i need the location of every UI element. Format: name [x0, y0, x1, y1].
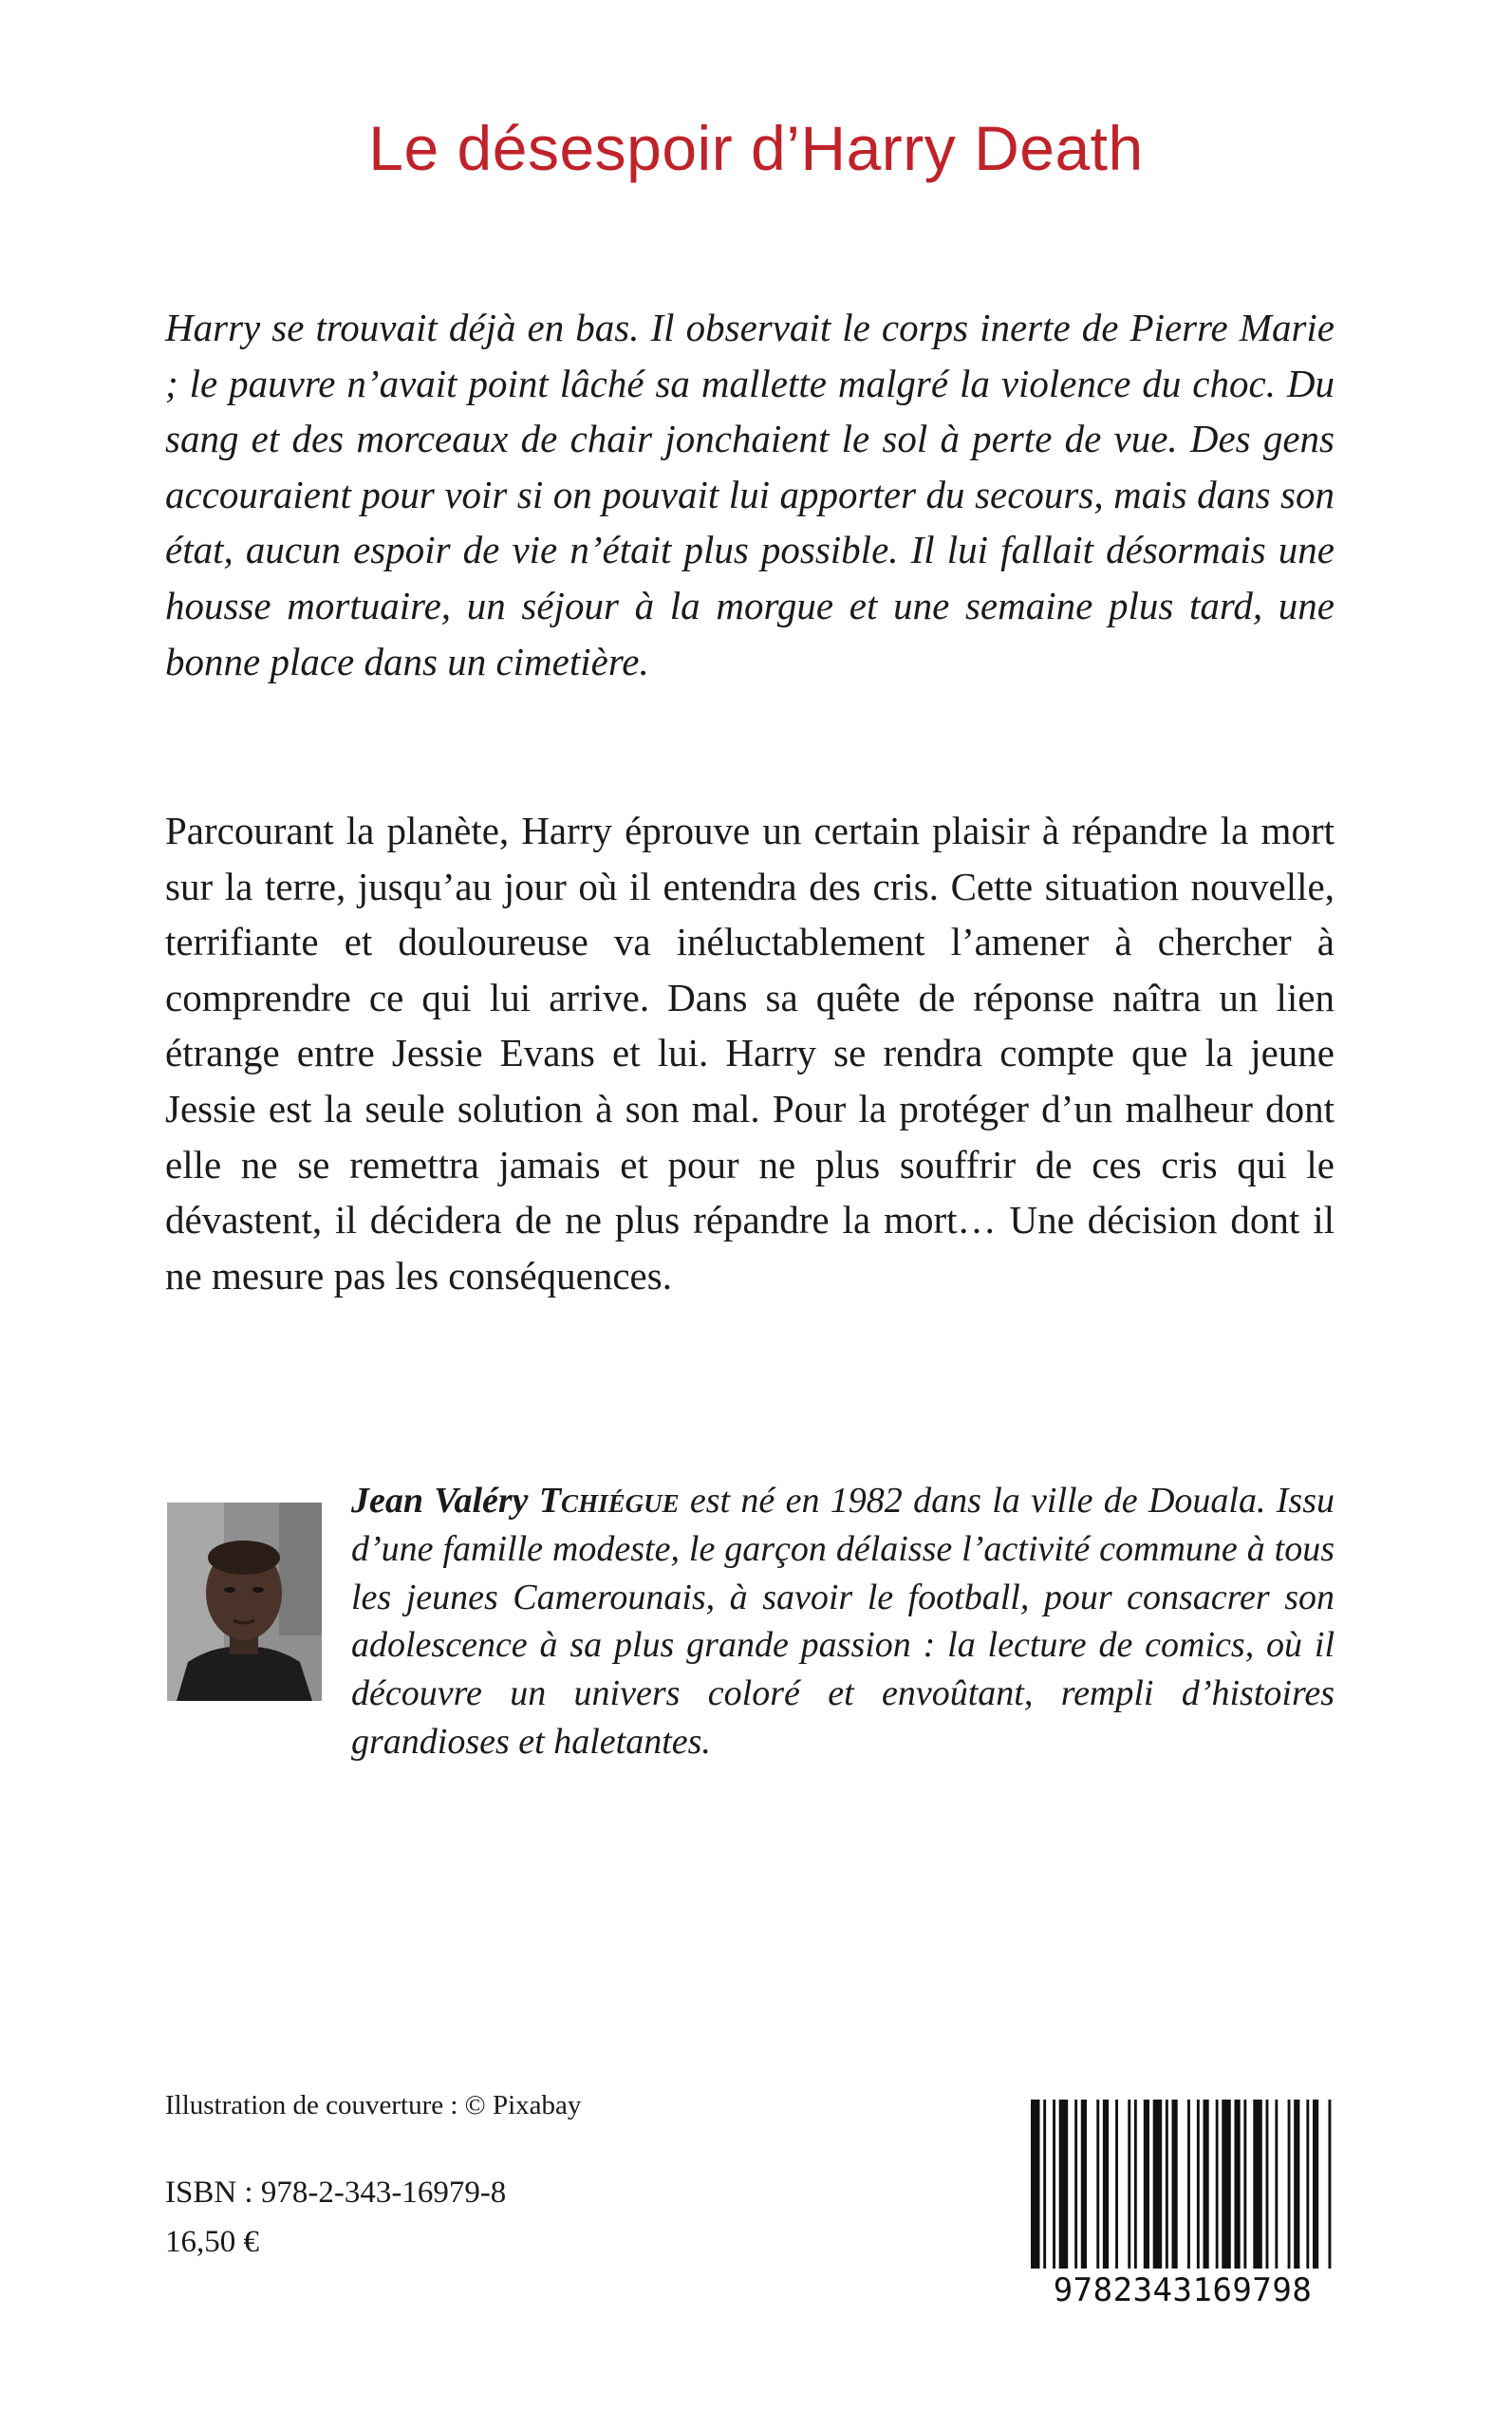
- barcode-bar: [1187, 2100, 1190, 2269]
- barcode-bar: [1243, 2100, 1246, 2269]
- author-bio-text: est né en 1982 dans la ville de Douala. Issu d’une famille modeste, le garçon délaisse l’activité commune à tous les jeunes Camerounais, à savoir le football, pour consacrer son adolescence à sa plus grande passion : la lecture de comics, où il découvre un univers coloré et envoûtant, rempli d’histoires grandioses et haletantes.: [351, 1481, 1335, 1762]
- barcode-bar: [1197, 2100, 1200, 2269]
- author-bio: [351, 1477, 1335, 1766]
- barcode-bar: [1172, 2100, 1178, 2269]
- barcode-bar: [1074, 2100, 1077, 2269]
- barcode: [1027, 2100, 1338, 2306]
- barcode-bar: [1081, 2100, 1087, 2269]
- barcode-bar: [1115, 2100, 1118, 2269]
- author-photo: [167, 1503, 322, 1701]
- barcode-digits: 9782343169798: [1053, 2271, 1313, 2306]
- barcode-bar: [1222, 2100, 1231, 2269]
- price: 16,50 €: [165, 2225, 259, 2259]
- barcode-bar: [1235, 2100, 1241, 2269]
- barcode-bar: [1103, 2100, 1109, 2269]
- barcode-bar: [1313, 2100, 1318, 2269]
- barcode-bar: [1288, 2100, 1291, 2269]
- barcode-bar: [1266, 2100, 1269, 2269]
- barcode-bar: [1306, 2100, 1309, 2269]
- barcode-bar: [1204, 2100, 1209, 2269]
- illustration-credit: Illustration de couverture : © Pixabay: [165, 2090, 582, 2120]
- barcode-bar: [1128, 2100, 1130, 2269]
- author-surname: Tchiégue: [538, 1481, 680, 1521]
- barcode-bar: [1053, 2100, 1055, 2269]
- barcode-bar: [1216, 2100, 1219, 2269]
- excerpt-paragraph: Harry se trouvait déjà en bas. Il observait le corps inerte de Pierre Marie ; le pauvre n’avait point lâché sa mallette malgré la violence du choc. Du sang et des morceaux de chair jonchaient le sol à perte de vue. Des gens accouraient pour voir si on pouvait lui apporter du secours, mais dans son état, aucun espoir de vie n’était plus possible. Il lui fallait désormais une housse mortuaire, un séjour à la morgue et une semaine plus tard, une bonne place dans un cimetière.: [165, 306, 1335, 683]
- barcode-bar: [1144, 2100, 1149, 2269]
- barcode-bar: [1096, 2100, 1099, 2269]
- barcode-bar: [1294, 2100, 1299, 2269]
- barcode-bar: [1253, 2100, 1262, 2269]
- book-title: Le désespoir d’Harry Death: [368, 113, 1144, 183]
- barcode-bar: [1166, 2100, 1168, 2269]
- author-first-name: Jean Valéry: [351, 1481, 529, 1521]
- barcode-bar: [1059, 2100, 1069, 2269]
- barcode-bar: [1134, 2100, 1137, 2269]
- barcode-bar: [1043, 2100, 1046, 2269]
- summary-paragraph: Parcourant la planète, Harry éprouve un certain plaisir à répandre la mort sur la terre, jusqu’au jour où il entendra des cris. Cette situation nouvelle, terrifiante et douloureuse va inéluctablement l’amener à chercher à comprendre ce qui lui arrive. Dans sa quête de réponse naîtra un lien étrange entre Jessie Evans et lui. Harry se rendra compte que la jeune Jessie est la seule solution à son mal. Pour la protéger d’un malheur dont elle ne se remettra jamais et pour ne plus souffrir de ces cris qui le dévastent, il décidera de ne plus répandre la mort… Une décision dont il ne mesure pas les conséquences.: [165, 809, 1335, 1298]
- barcode-bar: [1275, 2100, 1278, 2269]
- isbn: ISBN : 978-2-343-16979-8: [165, 2176, 507, 2210]
- barcode-bar: [1031, 2100, 1040, 2269]
- barcode-bar: [1153, 2100, 1163, 2269]
- barcode-bar: [1329, 2100, 1332, 2269]
